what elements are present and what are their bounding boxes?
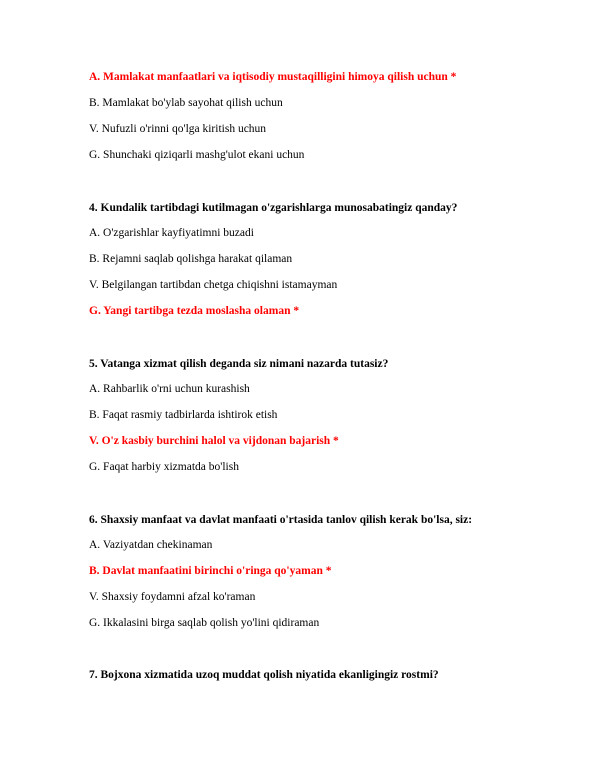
q5-option-g: G. Faqat harbiy xizmatda bo'lish	[89, 461, 239, 473]
q6-question: 6. Shaxsiy manfaat va davlat manfaati o'rtasida tanlov qilish kerak bo'lsa, siz:	[89, 514, 473, 526]
q4-question: 4. Kundalik tartibdagi kutilmagan o'zgarishlarga munosabatingiz qanday?	[89, 202, 458, 214]
q3-option-b: B. Mamlakat bo'ylab sayohat qilish uchun	[89, 97, 283, 109]
q6-option-b: B. Davlat manfaatini birinchi o'ringa qo'yaman *	[89, 565, 332, 577]
q6-option-v: V. Shaxsiy foydamni afzal ko'raman	[89, 591, 256, 603]
q4-option-a: A. O'zgarishlar kayfiyatimni buzadi	[89, 227, 254, 239]
q6-option-a: A. Vaziyatdan chekinaman	[89, 539, 213, 551]
q6-option-g: G. Ikkalasini birga saqlab qolish yo'lini qidiraman	[89, 617, 320, 629]
q3-option-g: G. Shunchaki qiziqarli mashg'ulot ekani uchun	[89, 149, 305, 161]
q4-option-g: G. Yangi tartibga tezda moslasha olaman *	[89, 305, 300, 317]
q5-option-v: V. O'z kasbiy burchini halol va vijdonan bajarish *	[89, 435, 339, 447]
q3-option-a: A. Mamlakat manfaatlari va iqtisodiy mustaqilligini himoya qilish uchun *	[89, 71, 457, 83]
q3-option-v: V. Nufuzli o'rinni qo'lga kiritish uchun	[89, 123, 267, 135]
q5-question: 5. Vatanga xizmat qilish deganda siz nimani nazarda tutasiz?	[89, 358, 389, 370]
q5-option-b: B. Faqat rasmiy tadbirlarda ishtirok etish	[89, 409, 278, 421]
q7-question: 7. Bojxona xizmatida uzoq muddat qolish niyatida ekanligingiz rostmi?	[89, 669, 439, 681]
q5-option-a: A. Rahbarlik o'rni uchun kurashish	[89, 383, 250, 395]
q4-option-b: B. Rejamni saqlab qolishga harakat qilaman	[89, 253, 293, 265]
q4-option-v: V. Belgilangan tartibdan chetga chiqishni istamayman	[89, 279, 338, 291]
